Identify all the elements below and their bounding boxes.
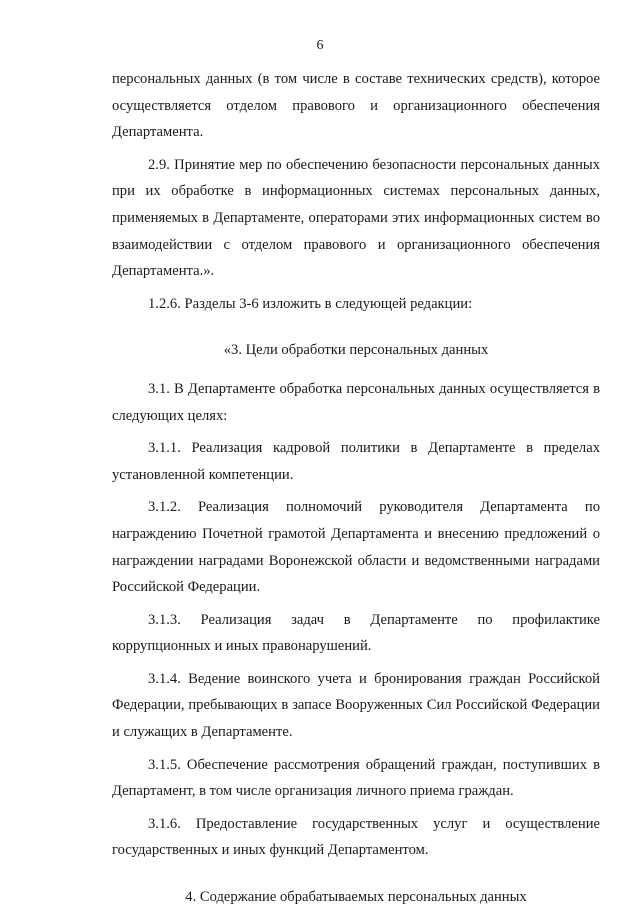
paragraph-3-1-1: 3.1.1. Реализация кадровой политики в Департаменте в пределах установленной компетенции.: [112, 440, 600, 483]
paragraph-continuation: персональных данных (в том числе в составе технических средств), которое осуществляется отделом правового и организационного обеспечения Департамента.: [112, 71, 600, 141]
paragraph-3-1-3: 3.1.3. Реализация задач в Департаменте по профилактике коррупционных и иных правонарушений.: [112, 611, 600, 655]
paragraph-3-1: 3.1. В Департаменте обработка персональных данных осуществляется в следующих целях:: [112, 380, 600, 424]
document-body: [112, 66, 600, 911]
paragraph-3-1-6: 3.1.6. Предоставление государственных услуг и осуществление государственных и иных функций Департаментом.: [112, 815, 600, 859]
page-number: 6: [316, 38, 324, 53]
paragraph-3-1-4: 3.1.4. Ведение воинского учета и бронирования граждан Российской Федерации, пребывающих в запасе Вооруженных Сил Российской Федерации и служащих в Департаменте.: [112, 670, 600, 741]
section-heading-3: «3. Цели обработки персональных данных: [223, 342, 489, 359]
paragraph-2-9: 2.9. Принятие мер по обеспечению безопасности персональных данных при их обработке в информационных системах персональных данных, применяемых в Департаменте, операторами этих информационных систем во взаимодействии с отделом правового и организационного обеспечения Департамента.».: [112, 156, 600, 280]
section-heading-4: 4. Содержание обрабатываемых персональных данных: [185, 889, 527, 906]
paragraph-3-1-5: 3.1.5. Обеспечение рассмотрения обращений граждан, поступивших в Департамент, в том числе организация личного приема граждан.: [112, 756, 600, 800]
paragraph-1-2-6: 1.2.6. Разделы 3-6 изложить в следующей редакции:: [148, 295, 473, 312]
paragraph-3-1-2: 3.1.2. Реализация полномочий руководителя Департамента по награждению Почетной грамотой Департамента и внесению предложений о награждении наградами Воронежской области и ведомственными наградами Российской Федерации.: [112, 499, 600, 596]
